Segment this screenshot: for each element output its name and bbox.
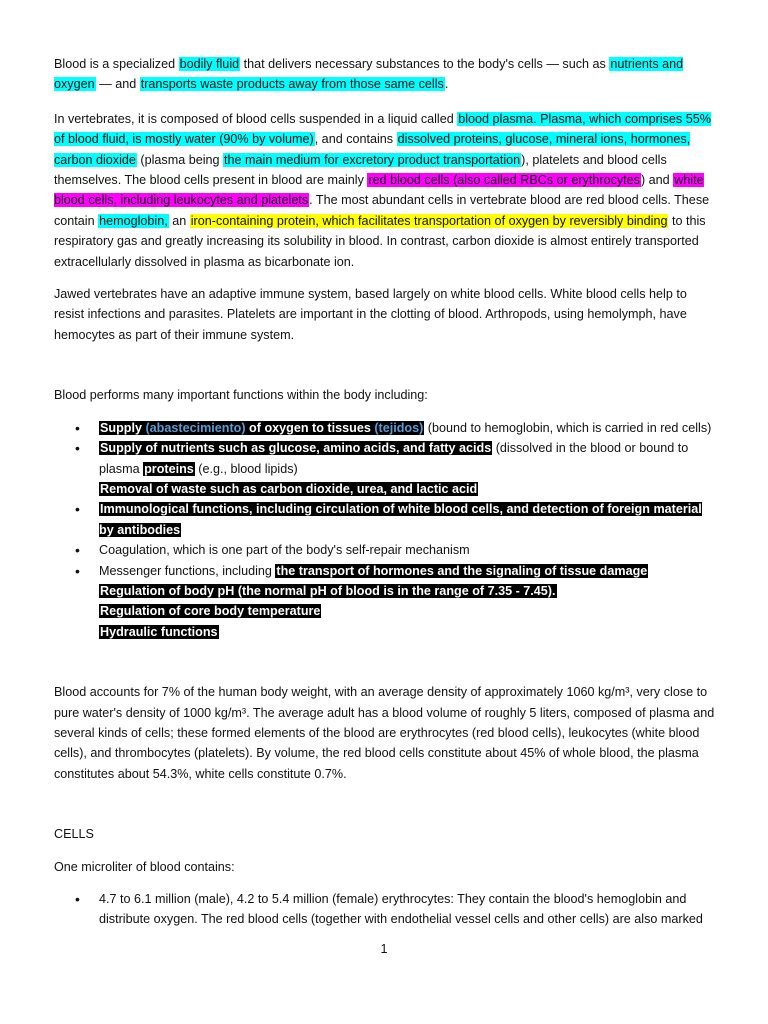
- highlight-cyan: blood plasma. Plasma, which comprises 55% of blood fluid, is mostly water (90% by volume): [54, 111, 711, 147]
- paragraph-immune: Jawed vertebrates have an adaptive immune system, based largely on white blood cells. White blood cells help to resist infections and parasites. Platelets are important in the clotting of blood. Arthropods, using hemolymph, have hemocytes as part of their immune system.: [54, 287, 687, 342]
- highlight-cyan: hemoglobin,: [99, 213, 168, 228]
- highlight-magenta: white blood cells, including leukocytes and platelets: [54, 173, 704, 208]
- highlight-yellow: iron-containing protein, which facilitates transportation of oxygen by reversibly binding: [190, 213, 668, 228]
- list-item: • Messenger functions, including the transport of hormones and the signaling of tissue damage: [99, 561, 718, 581]
- list-item: • Coagulation, which is one part of the body's self-repair mechanism: [99, 540, 718, 560]
- cells-list: [54, 889, 718, 930]
- highlight-cyan: bodily fluid: [179, 57, 240, 71]
- section-heading: CELLS: [54, 827, 94, 842]
- highlight-cyan: nutrients and oxygen: [54, 57, 684, 92]
- spacer: [54, 357, 718, 385]
- functions-list: [54, 418, 718, 642]
- paragraph-microliter: One microliter of blood contains:: [54, 859, 235, 874]
- list-item: • Supply (abastecimiento) of oxygen to tissues (tejidos) (bound to hemoglobin, which is carried in red cells): [99, 418, 718, 438]
- list-item-continuation: Removal of waste such as carbon dioxide, urea, and lactic acid: [100, 481, 478, 496]
- paragraph-composition-stats: Blood accounts for 7% of the human body weight, with an average density of approximately 1060 kg/m³, very close to pure water's density of 1000 kg/m³. The average adult has a blood volume of roughly 5 liters, composed of plasma and several kinds of cells; these formed elements of the blood are erythrocytes (red blood cells), leukocytes (white blood cells), and thrombocytes (platelets). By volume, the red blood cells constitute about 45% of whole blood, the plasma constitutes about 54.3%, white cells constitute 0.7%.: [54, 685, 715, 781]
- highlight-cyan: transports waste products away from those same cells: [140, 77, 444, 92]
- spacer: [54, 654, 718, 682]
- document-body: [54, 54, 718, 942]
- list-item-continuation: Regulation of body pH (the normal pH of blood is in the range of 7.35 - 7.45).: [100, 583, 556, 598]
- paragraph-functions-intro: Blood performs many important functions within the body including:: [54, 388, 428, 403]
- page-number: 1: [380, 942, 388, 956]
- list-item: • Supply of nutrients such as glucose, amino acids, and fatty acids (dissolved in the blood or bound to plasma proteins (e.g., blood lipids): [99, 438, 718, 479]
- highlight-cyan: dissolved proteins, glucose, mineral ions, hormones, carbon dioxide: [54, 132, 691, 167]
- spacer: [54, 796, 718, 824]
- list-item: • 4.7 to 6.1 million (male), 4.2 to 5.4 million (female) erythrocytes: They contain the blood's hemoglobin and distribute oxygen. The red blood cells (together with endothelial vessel cells and other cells) are also marked: [99, 889, 718, 930]
- list-item: • Immunological functions, including circulation of white blood cells, and detection of foreign material by antibodies: [99, 499, 718, 540]
- paragraph-intro: Blood is a specialized bodily fluid that delivers necessary substances to the body's cells — such as nutrients and oxygen — and transports waste products away from those same cells.: [54, 57, 684, 92]
- list-item-continuation: Regulation of core body temperature: [100, 604, 321, 619]
- list-item-continuation: Hydraulic functions: [100, 624, 218, 639]
- highlight-magenta: red blood cells (also called RBCs or erythrocytes: [368, 173, 640, 188]
- highlight-cyan: the main medium for excretory product transportation: [224, 152, 521, 167]
- paragraph-composition: In vertebrates, it is composed of blood cells suspended in a liquid called blood plasma. Plasma, which comprises 55% of blood fluid, is mostly water (90% by volume), and contains dissolved proteins, glucose, mineral ions, hormones, carbon dioxide (plasma being the main medium for excretory product transportation), platelets and blood cells themselves. The blood cells present in blood are mainly red blood cells (also called RBCs or erythrocytes) and white blood cells, including leukocytes and platelets. The most abundant cells in vertebrate blood are red blood cells. These contain hemoglobin, an iron-containing protein, which facilitates transportation of oxygen by reversibly binding to this respiratory gas and greatly increasing its solubility in blood. In contrast, carbon dioxide is almost entirely transported extracellularly dissolved in plasma as bicarbonate ion.: [54, 111, 711, 269]
